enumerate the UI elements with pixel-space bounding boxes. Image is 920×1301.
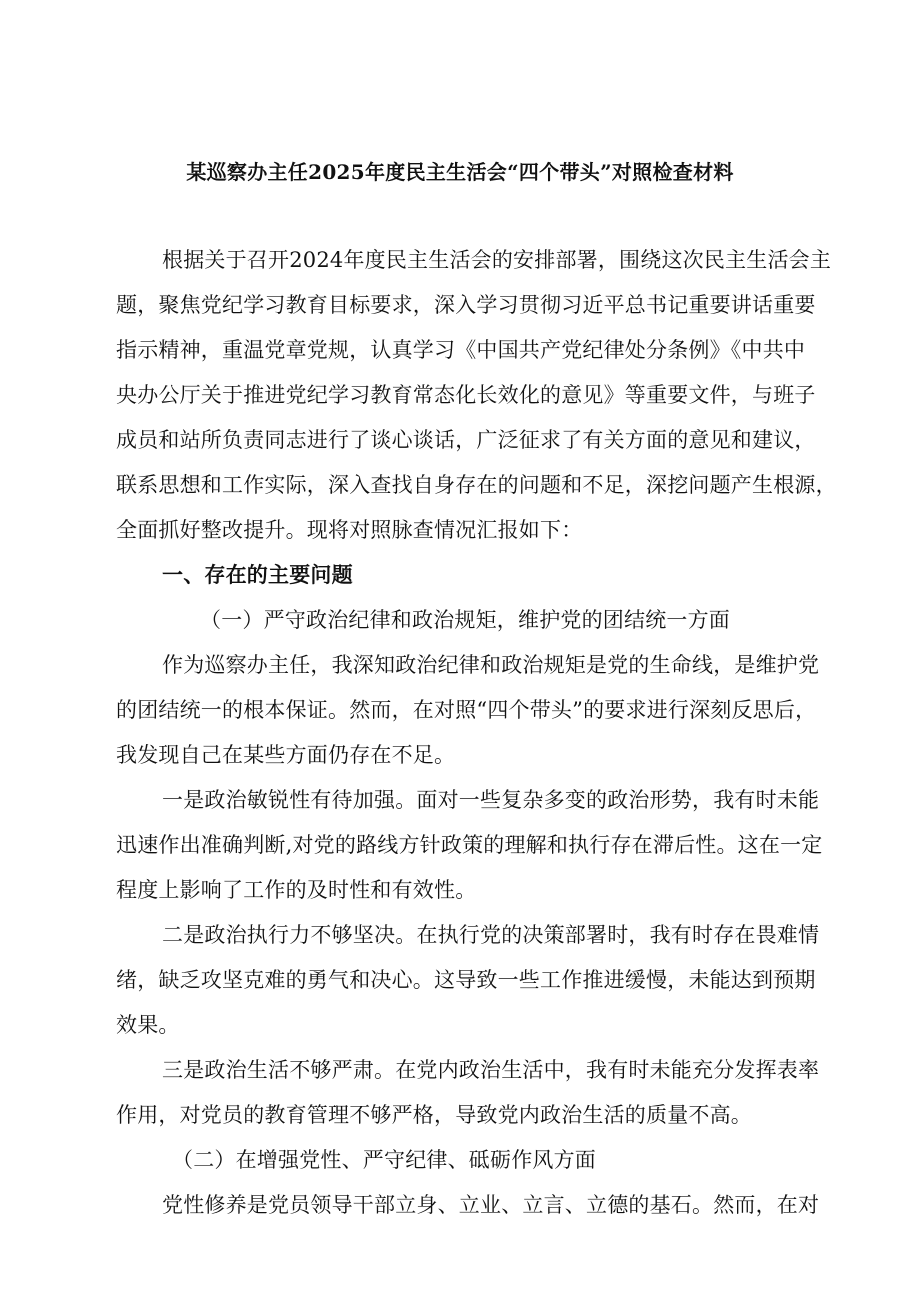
intro-line: 题，聚焦党纪学习教育目标要求，深入学习贯彻习近平总书记重要讲话重要 xyxy=(116,293,816,317)
paragraph-line: 我发现自己在某些方面仍存在不足。 xyxy=(116,743,456,767)
paragraph-line: 作用，对党员的教育管理不够严格，导致党内政治生活的质量不高。 xyxy=(116,1103,752,1127)
paragraph-line: 党性修养是党员领导干部立身、立业、立言、立德的基石。然而，在对 xyxy=(162,1193,820,1217)
paragraph-line: 作为巡察办主任，我深知政治纪律和政治规矩是党的生命线，是维护党 xyxy=(162,653,820,677)
paragraph-line: 一是政治敏锐性有待加强。面对一些复杂多变的政治形势，我有时未能 xyxy=(162,788,820,812)
paragraph-line: 的团结统一的根本保证。然而，在对照“四个带头”的要求进行深刻反思后， xyxy=(116,698,817,722)
paragraph-line: 二是政治执行力不够坚决。在执行党的决策部署时，我有时存在畏难情 xyxy=(162,923,820,947)
paragraph-line: 迅速作出准确判断,对党的路线方针政策的理解和执行存在滞后性。这在一定 xyxy=(116,833,823,857)
intro-line: 成员和站所负责同志进行了谈心谈话，广泛征求了有关方面的意见和建议， xyxy=(116,428,816,452)
subsection-heading: （二）在增强党性、严守纪律、砥砺作风方面 xyxy=(172,1148,596,1172)
intro-line: 央办公厅关于推进党纪学习教育常态化长效化的意见》等重要文件，与班子 xyxy=(116,383,816,407)
paragraph-line: 程度上影响了工作的及时性和有效性。 xyxy=(116,878,477,902)
document-title: 某巡察办主任2025年度民主生活会“四个带头”对照检查材料 xyxy=(186,160,734,184)
subsection-heading: （一）严守政治纪律和政治规矩，维护党的团结统一方面 xyxy=(200,608,730,632)
paragraph-line: 三是政治生活不够严肃。在党内政治生活中，我有时未能充分发挥表率 xyxy=(162,1058,820,1082)
intro-line: 指示精神，重温党章党规，认真学习《中国共产党纪律处分条例》《中共中 xyxy=(116,338,806,362)
intro-line: 根据关于召开2024年度民主生活会的安排部署，围绕这次民主生活会主 xyxy=(162,248,832,272)
section-heading: 一、存在的主要问题 xyxy=(162,562,353,587)
intro-line: 联系思想和工作实际，深入查找自身存在的问题和不足，深挖问题产生根源， xyxy=(116,473,837,497)
intro-line: 全面抓好整改提升。现将对照脉查情况汇报如下： xyxy=(116,518,583,542)
paragraph-line: 效果。 xyxy=(116,1013,180,1037)
paragraph-line: 绪，缺乏攻坚克难的勇气和决心。这导致一些工作推进缓慢，未能达到预期 xyxy=(116,968,816,992)
